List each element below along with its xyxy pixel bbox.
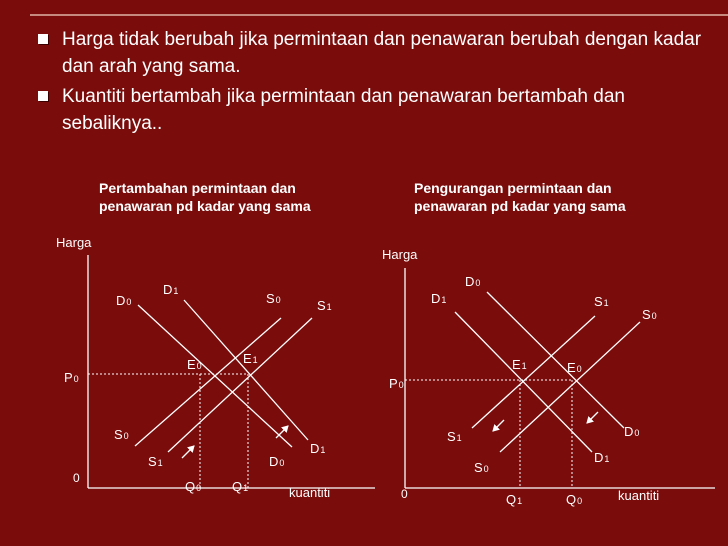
left-d1-top-label: D1 [163, 282, 179, 297]
right-e1-label: E1 [512, 357, 527, 372]
left-shift-arrow [182, 446, 194, 458]
right-d0-bottom-label: D0 [624, 424, 640, 439]
right-demand-d0 [487, 292, 624, 428]
right-e0-label: E0 [567, 360, 582, 375]
left-supply-s1 [168, 318, 312, 452]
right-s0-bottom-label: S0 [474, 460, 489, 475]
right-d0-top-label: D0 [465, 274, 481, 289]
bullet-text: Harga tidak berubah jika permintaan dan penawaran berubah dengan kadar dan arah yang sama. [62, 29, 702, 77]
right-diagram [382, 247, 715, 507]
right-d1-bottom-label: D1 [594, 450, 610, 465]
left-d1-bottom-label: D1 [310, 441, 326, 456]
right-d1-top-label: D1 [431, 291, 447, 306]
right-shift-arrow [587, 412, 598, 423]
left-supply-s0 [135, 318, 281, 446]
left-q1-label: Q1 [232, 479, 249, 494]
left-d0-bottom-label: D0 [269, 454, 285, 469]
bullet-text: Kuantiti bertambah jika permintaan dan penawaran bertambah dan sebaliknya.. [62, 86, 625, 134]
right-price-label: P0 [389, 376, 404, 391]
right-q1-label: Q1 [506, 492, 523, 507]
right-s0-top-label: S0 [642, 307, 657, 322]
left-s0-bottom-label: S0 [114, 427, 129, 442]
left-s1-top-label: S1 [317, 298, 332, 313]
left-e1-label: E1 [243, 351, 258, 366]
left-price-label: P0 [64, 370, 79, 385]
right-y-axis-label: Harga [382, 247, 418, 262]
left-d0-top-label: D0 [116, 293, 132, 308]
left-s0-top-label: S0 [266, 291, 281, 306]
left-x-axis-label: kuantiti [289, 485, 331, 500]
right-origin-label: 0 [401, 487, 408, 501]
left-y-axis-label: Harga [56, 235, 92, 250]
left-diagram [56, 235, 375, 500]
right-s1-top-label: S1 [594, 294, 609, 309]
left-s1-bottom-label: S1 [148, 454, 163, 469]
left-q0-label: Q0 [185, 479, 202, 494]
right-shift-arrow [493, 420, 504, 431]
left-diagram-title: Pertambahan permintaan dan penawaran pd kadar yang sama [99, 180, 311, 214]
right-x-axis-label: kuantiti [618, 488, 660, 503]
left-shift-arrow [276, 426, 288, 438]
right-q0-label: Q0 [566, 492, 583, 507]
right-supply-s0 [500, 322, 640, 452]
right-s1-bottom-label: S1 [447, 429, 462, 444]
left-e0-label: E0 [187, 357, 202, 372]
left-origin-label: 0 [73, 471, 80, 485]
right-diagram-title: Pengurangan permintaan dan penawaran pd kadar yang sama [414, 180, 626, 214]
